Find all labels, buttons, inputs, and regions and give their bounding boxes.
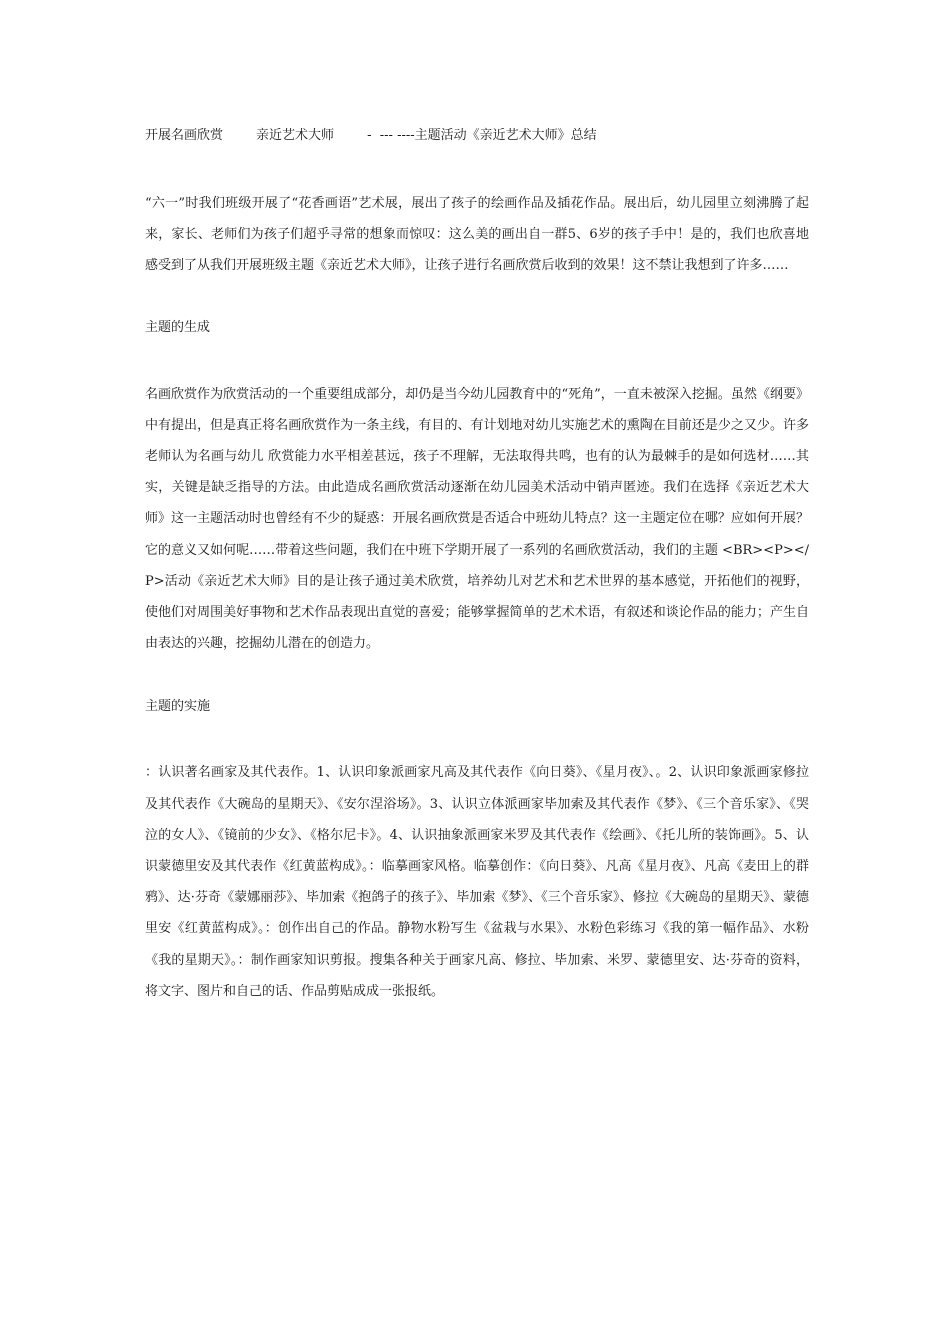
- section-heading-implementation: 主题的实施: [145, 699, 211, 715]
- section-body-generation: 名画欣赏作为欣赏活动的一个重要组成部分，却仍是当今幼儿园教育中的“死角”，一直未被深入挖掘。虽然《纲要》中有提出，但是真正将名画欣赏作为一条主线，有目的、有计划地对幼儿实施艺术的熏陶在目前还是少之又少。许多老师认为名画与幼儿 欣赏能力水平相差甚远，孩子不理解，无法取得共鸣，也有的认为最棘手的是如何选材……其实，关键是缺乏指导的方法。由此造成名画欣赏活动逐渐在幼儿园美术活动中销声匿迹。我们在选择《亲近艺术大师》这一主题活动时也曾经有不少的疑惑：开展名画欣赏是否适合中班幼儿特点？这一主题定位在哪？应如何开展？它的意义又如何呢……带着这些问题，我们在中班下学期开展了一系列的名画欣赏活动，我们的主题 <BR><P></P>活动《亲近艺术大师》目的是让孩子通过美术欣赏，培养幼儿对艺术和艺术世界的基本感觉，开拓他们的视野，使他们对周围美好事物和艺术作品表现出直觉的喜爱；能够掌握简单的艺术术语，有叙述和谈论作品的能力；产生自由表达的兴趣，挖掘幼儿潜在的创造力。: [145, 386, 809, 652]
- section-heading-generation: 主题的生成: [145, 319, 211, 335]
- document-title: 开展名画欣赏 亲近艺术大师 - --- ----主题活动《亲近艺术大师》总结: [145, 128, 597, 143]
- section-body-implementation: ：认识著名画家及其代表作。1、认识印象派画家凡高及其代表作《向日葵》、《星月夜》、。2、认识印象派画家修拉及其代表作《大碗岛的星期天》、《安尔涅浴场》。3、认识立体派画家毕加索及其代表作《梦》、《三个音乐家》、《哭泣的女人》、《镜前的少女》、《格尔尼卡》。4、认识抽象派画家米罗及其代表作《绘画》、《托儿所的装饰画》。5、认识蒙德里安及其代表作《红黄蓝构成》。：临摹画家风格。临摹创作：《向日葵》、凡高《星月夜》、凡高《麦田上的群鸦》、达·芬奇《蒙娜丽莎》、毕加索《抱鸽子的孩子》、毕加索《梦》、《三个音乐家》、修拉《大碗岛的星期天》、蒙德里安《红黄蓝构成》。：创作出自己的作品。静物水粉写生《盆栽与水果》、水粉色彩练习《我的第一幅作品》、水粉《我的星期天》。：制作画家知识剪报。搜集各种关于画家凡高、修拉、毕加索、米罗、蒙德里安、达·芬奇的资料，将文字、图片和自己的话、作品剪贴成成一张报纸。: [145, 765, 809, 999]
- intro-paragraph: “六一”时我们班级开展了“花香画语”艺术展，展出了孩子的绘画作品及插花作品。展出后，幼儿园里立刻沸腾了起来，家长、老师们为孩子们超乎寻常的想象而惊叹：这么美的画出自一群5、6岁的孩子手中！是的，我们也欣喜地感受到了从我们开展班级主题《亲近艺术大师》，让孩子进行名画欣赏后收到的效果！这不禁让我想到了许多……: [145, 196, 809, 274]
- document-page: [145, 126, 809, 1007]
